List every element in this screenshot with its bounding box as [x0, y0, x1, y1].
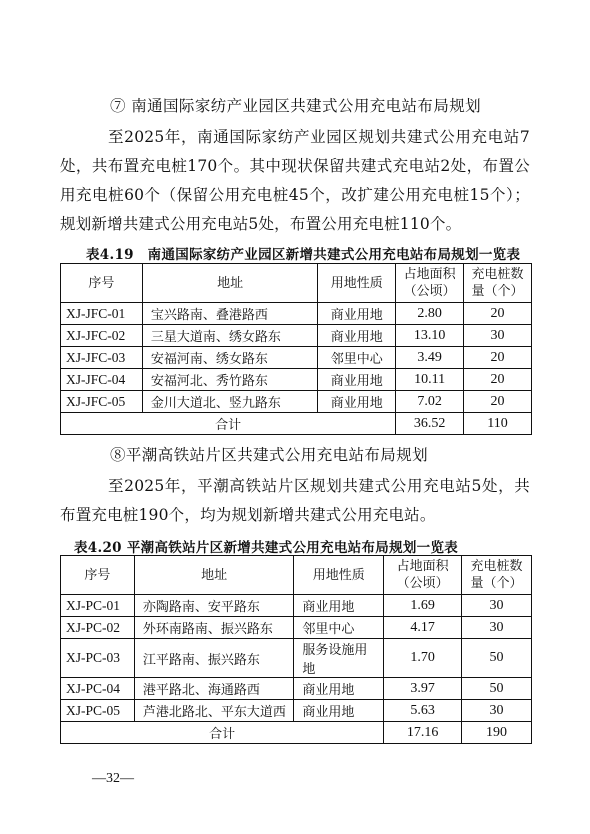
cell-area: 3.49 [396, 347, 464, 369]
cell-id: XJ-PC-03 [61, 639, 135, 678]
column-header: 占地面积（公顷） [396, 264, 464, 303]
section-heading-8: ⑧平潮高铁站片区共建式公用充电站布局规划 [110, 446, 429, 464]
cell-count: 20 [464, 369, 532, 391]
table-header-row [61, 556, 532, 595]
table-row [61, 595, 532, 617]
table-row [61, 700, 532, 722]
table-row [61, 325, 532, 347]
table-row [61, 303, 532, 325]
table-row [61, 347, 532, 369]
page-number: —32— [92, 771, 134, 786]
total-area: 17.16 [384, 722, 462, 744]
cell-count: 30 [464, 325, 532, 347]
cell-address: 亦陶路南、安平路东 [134, 595, 294, 617]
cell-area: 7.02 [396, 391, 464, 413]
column-header: 充电桩数量（个） [462, 556, 532, 595]
cell-land-use: 商业用地 [318, 369, 396, 391]
cell-land-use: 邻里中心 [294, 617, 384, 639]
cell-area: 10.11 [396, 369, 464, 391]
table-total-row [61, 722, 532, 744]
cell-address: 芦港北路北、平东大道西 [134, 700, 294, 722]
table-header-row [61, 264, 532, 303]
cell-id: XJ-PC-01 [61, 595, 135, 617]
cell-area: 1.70 [384, 639, 462, 678]
total-count: 190 [462, 722, 532, 744]
cell-address: 安福河北、秀竹路东 [142, 369, 318, 391]
cell-land-use: 商业用地 [318, 303, 396, 325]
cell-area: 1.69 [384, 595, 462, 617]
column-header: 序号 [61, 264, 143, 303]
cell-count: 20 [464, 391, 532, 413]
cell-address: 三星大道南、绣女路东 [142, 325, 318, 347]
table-row [61, 639, 532, 678]
section-heading-7: ⑦ 南通国际家纺产业园区共建式公用充电站布局规划 [110, 97, 482, 115]
cell-address: 港平路北、海通路西 [134, 678, 294, 700]
cell-address: 宝兴路南、叠港路西 [142, 303, 318, 325]
cell-count: 50 [462, 639, 532, 678]
section-paragraph-7: 至2025年，南通国际家纺产业园区规划共建式公用充电站7处，共布置充电桩170个。其中现状保留共建式充电站2处，布置公用充电桩60个（保留公用充电桩45个，改扩建公用充电桩15个）；规划新增共建式公用充电站5处，布置公用充电桩110个。 [60, 128, 530, 233]
cell-id: XJ-PC-04 [61, 678, 135, 700]
cell-id: XJ-PC-05 [61, 700, 135, 722]
table-row [61, 617, 532, 639]
total-label: 合计 [61, 413, 396, 435]
cell-id: XJ-JFC-02 [61, 325, 143, 347]
cell-land-use: 商业用地 [294, 595, 384, 617]
column-header: 序号 [61, 556, 135, 595]
cell-area: 4.17 [384, 617, 462, 639]
cell-address: 安福河南、绣女路东 [142, 347, 318, 369]
total-label: 合计 [61, 722, 384, 744]
cell-land-use: 服务设施用地 [294, 639, 384, 678]
table-4-19 [60, 263, 532, 435]
cell-count: 20 [464, 303, 532, 325]
total-count: 110 [464, 413, 532, 435]
cell-id: XJ-PC-02 [61, 617, 135, 639]
table-total-row [61, 413, 532, 435]
cell-id: XJ-JFC-05 [61, 391, 143, 413]
cell-area: 3.97 [384, 678, 462, 700]
column-header: 占地面积（公顷） [384, 556, 462, 595]
cell-land-use: 商业用地 [318, 325, 396, 347]
table-row [61, 369, 532, 391]
cell-count: 50 [462, 678, 532, 700]
cell-id: XJ-JFC-04 [61, 369, 143, 391]
cell-count: 30 [462, 617, 532, 639]
cell-land-use: 商业用地 [294, 700, 384, 722]
cell-id: XJ-JFC-01 [61, 303, 143, 325]
table-row [61, 678, 532, 700]
column-header: 充电桩数量（个） [464, 264, 532, 303]
table-row [61, 391, 532, 413]
cell-address: 金川大道北、竖九路东 [142, 391, 318, 413]
cell-id: XJ-JFC-03 [61, 347, 143, 369]
table-4-20 [60, 555, 532, 744]
table-caption-4-20: 表4.20 平潮高铁站片区新增共建式公用充电站布局规划一览表 [74, 540, 459, 556]
cell-count: 30 [462, 595, 532, 617]
column-header: 用地性质 [294, 556, 384, 595]
cell-area: 5.63 [384, 700, 462, 722]
column-header: 地址 [142, 264, 318, 303]
cell-area: 2.80 [396, 303, 464, 325]
cell-count: 20 [464, 347, 532, 369]
column-header: 地址 [134, 556, 294, 595]
table-caption-4-19: 表4.19 南通国际家纺产业园区新增共建式公用充电站布局规划一览表 [86, 247, 521, 263]
cell-address: 外环南路南、振兴路东 [134, 617, 294, 639]
cell-count: 30 [462, 700, 532, 722]
cell-address: 江平路南、振兴路东 [134, 639, 294, 678]
cell-land-use: 邻里中心 [318, 347, 396, 369]
cell-land-use: 商业用地 [294, 678, 384, 700]
column-header: 用地性质 [318, 264, 396, 303]
cell-land-use: 商业用地 [318, 391, 396, 413]
cell-area: 13.10 [396, 325, 464, 347]
section-paragraph-8: 至2025年，平潮高铁站片区规划共建式公用充电站5处，共布置充电桩190个，均为规划新增共建式公用充电站。 [60, 477, 530, 524]
total-area: 36.52 [396, 413, 464, 435]
